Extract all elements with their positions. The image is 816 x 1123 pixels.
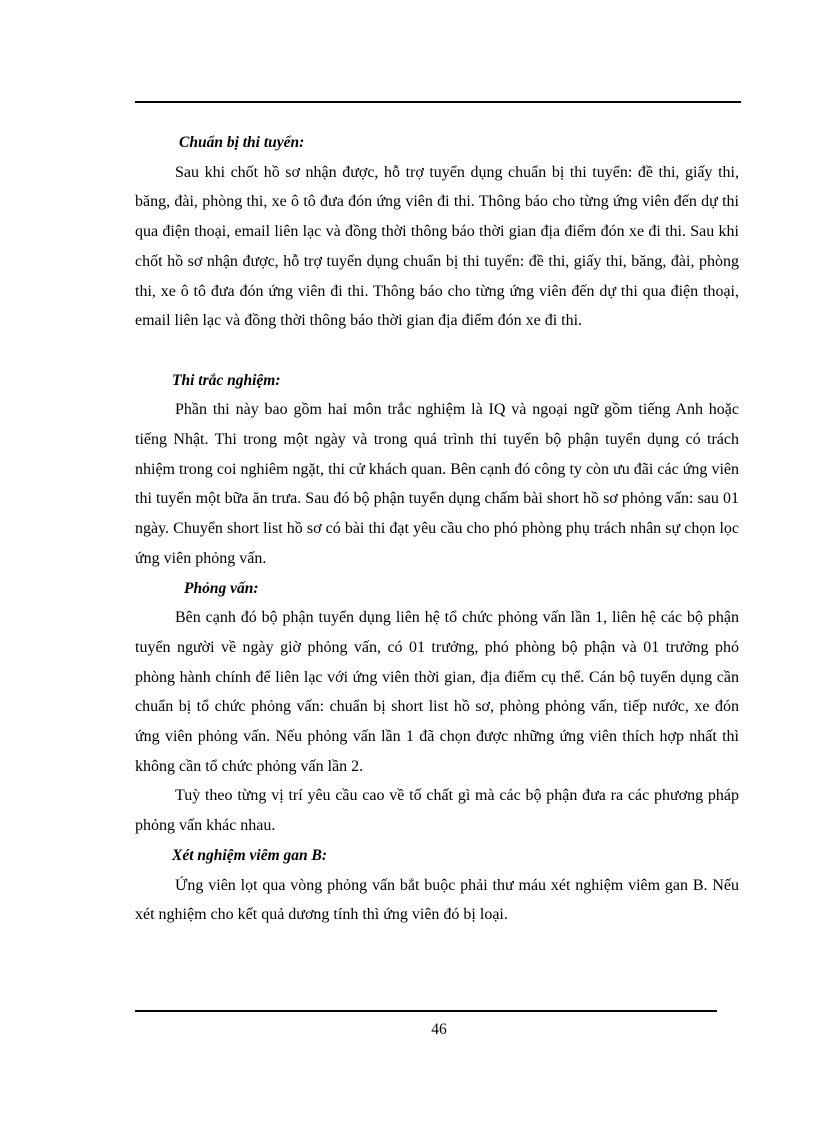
section-heading-exam-preparation: Chuẩn bị thi tuyển: <box>179 134 305 151</box>
paragraph-hepatitis-b-test: Ứng viên lọt qua vòng phỏng vấn bắt buộc phải thư máu xét nghiệm viêm gan B. Nếu xét nghiệm cho kết quả dương tính thì ứng viên đó bị loại. <box>135 876 739 924</box>
paragraph-multiple-choice-test: Phần thi này bao gồm hai môn trắc nghiệm là IQ và ngoại ngữ gồm tiếng Anh hoặc tiếng Nhật. Thi trong một ngày và trong quá trình thi tuyển bộ phận tuyển dụng có trách nhiệm trong coi nghiêm ngặt, thi cử khách quan. Bên cạnh đó công ty còn ưu đãi các ứng viên thi tuyển một bữa ăn trưa. Sau đó bộ phận tuyển dụng chấm bài short hồ sơ phỏng vấn: sau 01 ngày. Chuyển short list hồ sơ có bài thi đạt yêu cầu cho phó phòng phụ trách nhân sự chọn lọc ứng viên phỏng vấn. <box>135 401 739 567</box>
spacer <box>135 336 739 366</box>
section-heading-hepatitis-b-test: Xét nghiệm viêm gan B: <box>172 846 327 864</box>
paragraph-interview: Bên cạnh đó bộ phận tuyển dụng liên hệ tổ chức phỏng vấn lần 1, liên hệ các bộ phận tuyển người về ngày giờ phỏng vấn, có 01 trưởng, phó phòng bộ phận và 01 trưởng phó phòng hành chính để liên lạc với ứng viên thời gian, địa điểm cụ thể. Cán bộ tuyển dụng cần chuẩn bị tổ chức phỏng vấn: chuẩn bị short list hồ sơ, phòng phỏng vấn, tiếp nước, xe đón ứng viên phỏng vấn. Nếu phỏng vấn lần 1 đã chọn được những ứng viên thích hợp nhất thì không cần tổ chức phỏng vấn lần 2. <box>135 609 739 775</box>
paragraph-exam-preparation: Sau khi chốt hồ sơ nhận được, hỗ trợ tuyển dụng chuẩn bị thi tuyển: đề thi, giấy thi, băng, đài, phòng thi, xe ô tô đưa đón ứng viên đi thi. Thông báo cho từng ứng viên đến dự thi qua điện thoại, email liên lạc và đồng thời thông báo thời gian địa điểm đón xe đi thi. Sau khi chốt hồ sơ nhận được, hỗ trợ tuyển dụng chuẩn bị thi tuyển: đề thi, giấy thi, băng, đài, phòng thi, xe ô tô đưa đón ứng viên đi thi. Thông báo cho từng ứng viên đến dự thi qua điện thoại, email liên lạc và đồng thời thông báo thời gian địa điểm đón xe đi thi. <box>135 163 739 330</box>
document-body <box>135 128 739 930</box>
page-number: 46 <box>431 1021 447 1038</box>
footer-rule <box>135 1010 717 1012</box>
paragraph-interview-methods: Tuỳ theo từng vị trí yêu cầu cao về tố chất gì mà các bộ phận đưa ra các phương pháp phỏng vấn khác nhau. <box>135 787 739 835</box>
section-heading-interview: Phỏng vấn: <box>184 579 259 597</box>
section-heading-multiple-choice-test: Thi trắc nghiệm: <box>172 371 281 389</box>
header-rule <box>135 101 741 103</box>
